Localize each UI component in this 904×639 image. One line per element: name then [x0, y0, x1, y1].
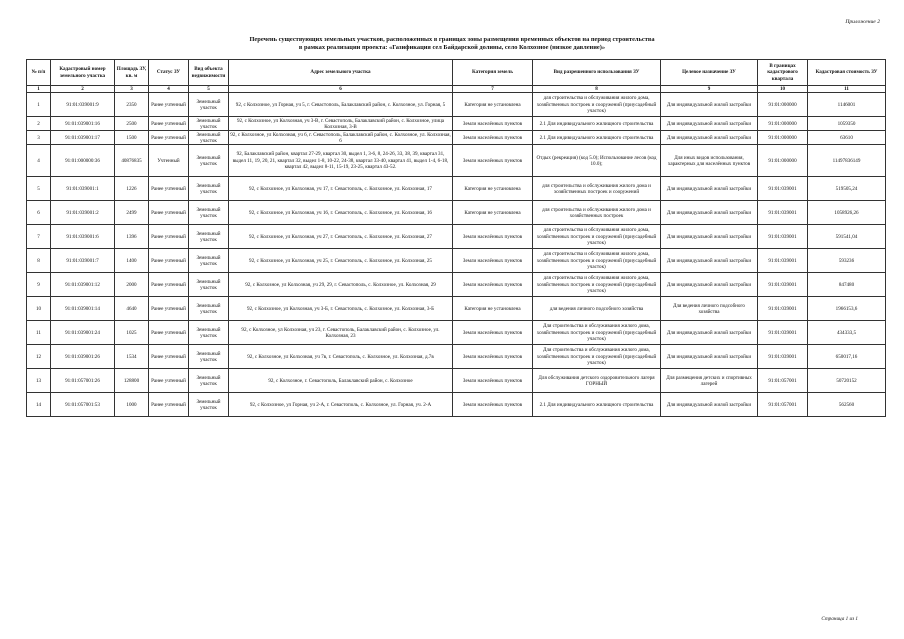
appendix-label: Приложение 2	[845, 19, 880, 25]
status-cell: Ранее учтенный	[149, 321, 189, 345]
column-number: 1	[27, 86, 51, 93]
permitted-use-cell: для строительства и обслуживания жилого дома, хозяйственных построек и сооружений (приусадебный участок)	[533, 273, 661, 297]
purpose-cell: Для индивидуальной жилой застройки	[661, 273, 758, 297]
object-kind-cell: Земельный участок	[189, 297, 229, 321]
land-category-cell: Земли населённых пунктов	[453, 145, 533, 177]
area-cell: 1500	[115, 131, 149, 145]
land-category-cell: Земли населённых пунктов	[453, 321, 533, 345]
object-kind-cell: Земельный участок	[189, 93, 229, 117]
purpose-cell: Для индивидуальной жилой застройки	[661, 249, 758, 273]
status-cell: Ранее учтенный	[149, 225, 189, 249]
land-plots-table	[26, 59, 886, 417]
cadastral-quarter-cell: 91:01:000000	[758, 131, 808, 145]
row-number-cell: 10	[27, 297, 51, 321]
cadastral-quarter-cell: 91:01:039001	[758, 225, 808, 249]
purpose-cell: Для индивидуальной жилой застройки	[661, 131, 758, 145]
status-cell: Ранее учтенный	[149, 131, 189, 145]
status-cell: Ранее учтенный	[149, 369, 189, 393]
table-row	[27, 117, 886, 131]
cadastral-number-cell: 91:01:000000:36	[51, 145, 115, 177]
cadastral-cost-cell: 1966153,6	[808, 297, 886, 321]
column-number: 7	[453, 86, 533, 93]
cadastral-cost-cell: 591541,04	[808, 225, 886, 249]
column-number: 5	[189, 86, 229, 93]
column-header: Кадастровый номер земельного участка	[51, 60, 115, 86]
cadastral-number-cell: 91:01:057001:26	[51, 369, 115, 393]
table-row	[27, 131, 886, 145]
column-number: 10	[758, 86, 808, 93]
purpose-cell: Для иных видов использования, характерных для населённых пунктов	[661, 145, 758, 177]
row-number-cell: 13	[27, 369, 51, 393]
land-category-cell: Категория не установлена	[453, 201, 533, 225]
address-cell: 92, с Колхозное, ул Колхозная, уч 25, г. Севастополь, с. Колхозное, ул. Колхозная, 25	[229, 249, 453, 273]
address-cell: 92, с Колхозное, ул Колхозная, уч 16, г. Севастополь, с. Колхозное, ул. Колхозная, 16	[229, 201, 453, 225]
object-kind-cell: Земельный участок	[189, 225, 229, 249]
column-number: 3	[115, 86, 149, 93]
purpose-cell: Для индивидуальной жилой застройки	[661, 225, 758, 249]
cadastral-quarter-cell: 91:01:000000	[758, 117, 808, 131]
area-cell: 2000	[115, 273, 149, 297]
column-number: 2	[51, 86, 115, 93]
cadastral-cost-cell: 434333,5	[808, 321, 886, 345]
cadastral-cost-cell: 562560	[808, 393, 886, 417]
address-cell: 92, с Колхозное, ул Колхозная, уч 3-Б, г. Севастополь, с. Колхозное, ул. Колхозная, 3-Б	[229, 297, 453, 321]
column-header: Площадь ЗУ, кв. м	[115, 60, 149, 86]
cadastral-quarter-cell: 91:01:039001	[758, 321, 808, 345]
object-kind-cell: Земельный участок	[189, 177, 229, 201]
column-header: № п/п	[27, 60, 51, 86]
status-cell: Учтенный	[149, 145, 189, 177]
table-row	[27, 201, 886, 225]
land-category-cell: Земли населённых пунктов	[453, 369, 533, 393]
cadastral-number-cell: 91:01:039001:6	[51, 225, 115, 249]
row-number-cell: 1	[27, 93, 51, 117]
object-kind-cell: Земельный участок	[189, 321, 229, 345]
column-header: Кадастровая стоимость ЗУ	[808, 60, 886, 86]
table-row	[27, 93, 886, 117]
column-number: 9	[661, 86, 758, 93]
status-cell: Ранее учтенный	[149, 273, 189, 297]
cadastral-quarter-cell: 91:01:039001	[758, 249, 808, 273]
cadastral-number-cell: 91:01:039001:12	[51, 273, 115, 297]
row-number-cell: 9	[27, 273, 51, 297]
area-cell: 1400	[115, 249, 149, 273]
title-line-1: Перечень существующих земельных участков, расположенных в границах зоны размещения временных объектов на период строительства	[249, 36, 655, 43]
land-category-cell: Категория не установлена	[453, 177, 533, 201]
table-row	[27, 297, 886, 321]
table-row	[27, 249, 886, 273]
address-cell: 92, с Колхозное, г. Севастополь, Балаклавский район, с. Колхозное	[229, 369, 453, 393]
row-number-cell: 2	[27, 117, 51, 131]
land-category-cell: Земли населённых пунктов	[453, 131, 533, 145]
page-footer: Страница 1 из 1	[821, 616, 858, 622]
area-cell: 2350	[115, 93, 149, 117]
object-kind-cell: Земельный участок	[189, 249, 229, 273]
land-category-cell: Земли населённых пунктов	[453, 117, 533, 131]
cadastral-number-cell: 91:01:039001:7	[51, 249, 115, 273]
cadastral-cost-cell: 519505,24	[808, 177, 886, 201]
permitted-use-cell: Отдых (рекреация) (код 5.0); Использование лесов (код 10.0);	[533, 145, 661, 177]
purpose-cell: Для размещения детских и спортивных лагерей	[661, 369, 758, 393]
cadastral-number-cell: 91:01:039001:16	[51, 117, 115, 131]
title-line-2: в рамках реализации проекта: «Газификация сел Байдарской долины, село Колхозное (низкое давление)»	[298, 44, 606, 52]
address-cell: 92, с Колхозное, ул Колхозная, уч 29, 29, г. Севастополь, с. Колхозное, ул. Колхозная, 29	[229, 273, 453, 297]
cadastral-quarter-cell: 91:01:000000	[758, 93, 808, 117]
column-number: 8	[533, 86, 661, 93]
cadastral-number-cell: 91:01:039001:9	[51, 93, 115, 117]
column-header: Вид разрешенного использования ЗУ	[533, 60, 661, 86]
table-row	[27, 177, 886, 201]
purpose-cell: Для индивидуальной жилой застройки	[661, 393, 758, 417]
permitted-use-cell: для строительства и обслуживания жилого дома и хозяйственных построек и сооружений	[533, 177, 661, 201]
permitted-use-cell: для ведения личного подсобного хозяйства	[533, 297, 661, 321]
table-row	[27, 225, 886, 249]
purpose-cell: Для индивидуальной жилой застройки	[661, 117, 758, 131]
cadastral-number-cell: 91:01:039001:17	[51, 131, 115, 145]
column-header: В границах кадастрового квартала	[758, 60, 808, 86]
address-cell: 92, с Колхозное, ул Колхозная, уч 3-В, г. Севастополь, Балаклавский район, с. Колхозное, улица Колхозная, 3-В	[229, 117, 453, 131]
column-header: Статус ЗУ	[149, 60, 189, 86]
table-row	[27, 393, 886, 417]
cadastral-quarter-cell: 91:01:039001	[758, 297, 808, 321]
address-cell: 92, с Колхозное, ул Колхозная, уч 27, г. Севастополь, с. Колхозное, ул. Колхозная, 27	[229, 225, 453, 249]
land-category-cell: Категория не установлена	[453, 93, 533, 117]
area-cell: 40876835	[115, 145, 149, 177]
header-row	[27, 60, 886, 86]
permitted-use-cell: Для строительства и обслуживания жилого дома, хозяйственных построек и сооружений (приусадебный участок)	[533, 321, 661, 345]
table-row	[27, 345, 886, 369]
cadastral-cost-cell: 63610	[808, 131, 886, 145]
row-number-cell: 6	[27, 201, 51, 225]
cadastral-cost-cell: 1059350	[808, 117, 886, 131]
status-cell: Ранее учтенный	[149, 117, 189, 131]
purpose-cell: Для индивидуальной жилой застройки	[661, 93, 758, 117]
land-category-cell: Земли населённых пунктов	[453, 249, 533, 273]
object-kind-cell: Земельный участок	[189, 393, 229, 417]
area-cell: 1226	[115, 177, 149, 201]
column-number: 11	[808, 86, 886, 93]
area-cell: 128800	[115, 369, 149, 393]
address-cell: 92, с Колхозное, ул Колхозная, уч 7в, г. Севастополь, с. Колхозное, ул. Колхозная, д.7в	[229, 345, 453, 369]
permitted-use-cell: 2.1 Для индивидуального жилищного строительства	[533, 393, 661, 417]
permitted-use-cell: для строительства и обслуживания жилого дома и хозяйственных построек	[533, 201, 661, 225]
row-number-cell: 8	[27, 249, 51, 273]
cadastral-number-cell: 91:01:039001:1	[51, 177, 115, 201]
area-cell: 2499	[115, 201, 149, 225]
purpose-cell: Для индивидуальной жилой застройки	[661, 201, 758, 225]
permitted-use-cell: для строительства и обслуживания жилого дома, хозяйственных построек и сооружений (приусадебный участок)	[533, 225, 661, 249]
area-cell: 1534	[115, 345, 149, 369]
column-header: Категория земель	[453, 60, 533, 86]
row-number-cell: 5	[27, 177, 51, 201]
cadastral-quarter-cell: 91:01:039001	[758, 201, 808, 225]
permitted-use-cell: для строительства и обслуживания жилого дома, хозяйственных построек и сооружений (приусадебный участок)	[533, 93, 661, 117]
status-cell: Ранее учтенный	[149, 201, 189, 225]
status-cell: Ранее учтенный	[149, 393, 189, 417]
object-kind-cell: Земельный участок	[189, 145, 229, 177]
cadastral-quarter-cell: 91:01:039001	[758, 177, 808, 201]
column-header: Целевое назначение ЗУ	[661, 60, 758, 86]
column-number: 4	[149, 86, 189, 93]
row-number-cell: 4	[27, 145, 51, 177]
document-title	[0, 36, 904, 52]
cadastral-cost-cell: 1058926,26	[808, 201, 886, 225]
object-kind-cell: Земельный участок	[189, 131, 229, 145]
cadastral-number-cell: 91:01:039001:24	[51, 321, 115, 345]
column-number: 6	[229, 86, 453, 93]
status-cell: Ранее учтенный	[149, 177, 189, 201]
row-number-cell: 14	[27, 393, 51, 417]
cadastral-quarter-cell: 91:01:039001	[758, 345, 808, 369]
address-cell: 92, с Колхозное, ул Колхозная, уч 17, г. Севастополь, с. Колхозное, ул. Колхозная, 17	[229, 177, 453, 201]
table-row	[27, 273, 886, 297]
land-category-cell: Земли населённых пунктов	[453, 273, 533, 297]
status-cell: Ранее учтенный	[149, 297, 189, 321]
area-cell: 1396	[115, 225, 149, 249]
row-number-cell: 3	[27, 131, 51, 145]
table-row	[27, 369, 886, 393]
address-cell: 92, Балаклавский район, квартал 27-29, квартал 30, выдел 1, 3-6, 8, 24-26, 33, 38, 39, квартал 31, выдел 11, 19, 20, 21, квартал 32, выдел 1-8, 10-22, 24-38, квартал 33-40, квартал 41, выдел 1-4, 6-18, квартал 42, выдел 8-11, 15-19, 23-25, квартал 43-52.	[229, 145, 453, 177]
cadastral-number-cell: 91:01:039001:2	[51, 201, 115, 225]
address-cell: 92, с Колхозное, ул Колхозная, уч 23, г. Севастополь, Балаклавский район, с. Колхозное, ул. Колхозная, 23	[229, 321, 453, 345]
cadastral-number-cell: 91:01:039001:26	[51, 345, 115, 369]
purpose-cell: Для индивидуальной жилой застройки	[661, 177, 758, 201]
cadastral-cost-cell: 650017,16	[808, 345, 886, 369]
purpose-cell: Для индивидуальной жилой застройки	[661, 345, 758, 369]
cadastral-number-cell: 91:01:057001:53	[51, 393, 115, 417]
land-category-cell: Земли населённых пунктов	[453, 225, 533, 249]
area-cell: 1000	[115, 393, 149, 417]
object-kind-cell: Земельный участок	[189, 369, 229, 393]
permitted-use-cell: для строительства и обслуживания жилого дома, хозяйственных построек и сооружений (приусадебный участок)	[533, 249, 661, 273]
cadastral-cost-cell: 11497836149	[808, 145, 886, 177]
cadastral-cost-cell: 1146001	[808, 93, 886, 117]
permitted-use-cell: 2.1 Для индивидуального жилищного строительства	[533, 131, 661, 145]
land-category-cell: Земли населённых пунктов	[453, 393, 533, 417]
column-number-row	[27, 86, 886, 93]
cadastral-number-cell: 91:01:039001:14	[51, 297, 115, 321]
object-kind-cell: Земельный участок	[189, 201, 229, 225]
purpose-cell: Для ведения личного подсобного хозяйства	[661, 297, 758, 321]
table-body	[27, 93, 886, 417]
cadastral-cost-cell: 50720152	[808, 369, 886, 393]
permitted-use-cell: 2.1 Для индивидуального жилищного строительства	[533, 117, 661, 131]
cadastral-quarter-cell: 91:01:039001	[758, 273, 808, 297]
table-row	[27, 321, 886, 345]
address-cell: 92, с Колхозное, ул Колхозная, уч 6, г. Севастополь, Балаклавский район, с. Колхозное, ул. Колхозная, 6	[230, 131, 451, 144]
column-header: Вид объекта недвижимости	[189, 60, 229, 86]
area-cell: 4640	[115, 297, 149, 321]
cadastral-quarter-cell: 91:01:057001	[758, 393, 808, 417]
object-kind-cell: Земельный участок	[189, 117, 229, 131]
row-number-cell: 12	[27, 345, 51, 369]
status-cell: Ранее учтенный	[149, 249, 189, 273]
cadastral-cost-cell: 847480	[808, 273, 886, 297]
row-number-cell: 7	[27, 225, 51, 249]
permitted-use-cell: Для строительства и обслуживания жилого дома, хозяйственных построек и сооружений (приусадебный участок)	[533, 345, 661, 369]
row-number-cell: 11	[27, 321, 51, 345]
permitted-use-cell: Для обслуживания детского оздоровительного лагеря ГОРНЫЙ	[533, 369, 661, 393]
cadastral-quarter-cell: 91:01:057001	[758, 369, 808, 393]
area-cell: 1025	[115, 321, 149, 345]
land-category-cell: Земли населённых пунктов	[453, 345, 533, 369]
column-header: Адрес земельного участка	[229, 60, 453, 86]
cadastral-cost-cell: 593236	[808, 249, 886, 273]
land-category-cell: Категория не установлена	[453, 297, 533, 321]
cadastral-quarter-cell: 91:01:000000	[758, 145, 808, 177]
address-cell: 92, с Колхозное, ул Горная, уч 2-А, г. Севастополь, с. Колхозное, ул. Горная, уч. 2-А	[229, 393, 453, 417]
status-cell: Ранее учтенный	[149, 345, 189, 369]
status-cell: Ранее учтенный	[149, 93, 189, 117]
purpose-cell: Для индивидуальной жилой застройки	[661, 321, 758, 345]
object-kind-cell: Земельный участок	[189, 345, 229, 369]
area-cell: 2500	[115, 117, 149, 131]
table-row	[27, 145, 886, 177]
object-kind-cell: Земельный участок	[189, 273, 229, 297]
address-cell: 92, с Колхозное, ул Горная, уч 5, г. Севастополь, Балаклавский район, с. Колхозное, ул. Горная, 5	[229, 93, 453, 117]
